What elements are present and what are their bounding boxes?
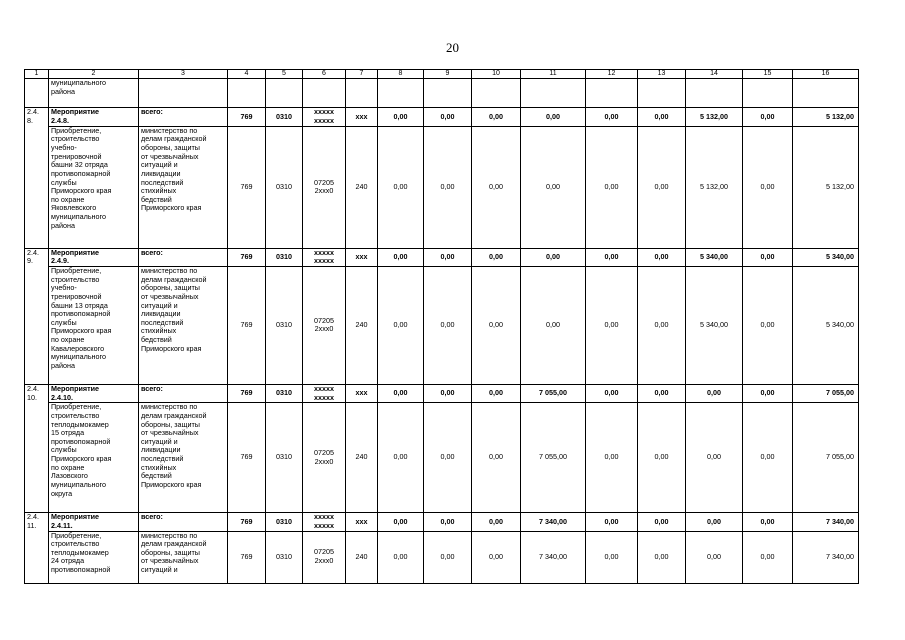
header-cell: 12 [586,70,638,79]
amount-cell: 0,00 [472,108,521,126]
amount-cell: 0,00 [521,266,586,384]
target-article: xxxxx xxxxx [303,248,346,266]
measure-description: Приобретение, строительство учебно- тренировочной башни 13 отряда противопожарной службы Приморского края по охране Кавалеровского муниципального района [49,266,139,384]
header-cell: 2 [49,70,139,79]
measure-number: 2.4. 8. [25,108,49,248]
grbs-code: 769 [228,248,266,266]
amount-cell: 0,00 [586,531,638,583]
measure-number: 2.4. 11. [25,513,49,583]
measure-number: 2.4. 9. [25,248,49,384]
amount-cell: 0,00 [424,384,472,402]
amount-cell: 0,00 [638,513,686,531]
amount-cell: 0,00 [521,108,586,126]
total-label: всего: [139,384,228,402]
target-article: xxxxx xxxxx [303,513,346,531]
amount-cell: 0,00 [378,248,424,266]
section-code: 0310 [266,403,303,513]
measure-description: Приобретение, строительство учебно- тренировочной башни 32 отряда противопожарной службы Приморского края по охране Яковлевского муниципального района [49,126,139,248]
amount-cell: 0,00 [686,384,743,402]
amount-cell: 0,00 [424,403,472,513]
target-article: 07205 2xxx0 [303,266,346,384]
amount-cell: 0,00 [586,108,638,126]
amount-cell: 0,00 [743,513,793,531]
amount-cell: 0,00 [638,531,686,583]
target-article: 07205 2xxx0 [303,531,346,583]
section-code: 0310 [266,384,303,402]
amount-cell: 0,00 [638,108,686,126]
amount-cell: 0,00 [472,403,521,513]
amount-cell: 0,00 [743,403,793,513]
amount-cell: 0,00 [638,266,686,384]
header-cell: 8 [378,70,424,79]
total-label: всего: [139,248,228,266]
amount-cell: 0,00 [424,248,472,266]
measure-description: Приобретение, строительство теплодымокамер 15 отряда противопожарной службы Приморского края по охране Лазовского муниципального округа [49,403,139,513]
amount-cell: 0,00 [378,531,424,583]
amount-cell: 0,00 [638,384,686,402]
amount-cell: 0,00 [378,403,424,513]
budget-table [24,69,859,584]
header-cell: 1 [25,70,49,79]
amount-cell: 0,00 [472,266,521,384]
grbs-code: 769 [228,126,266,248]
amount-cell: 5 132,00 [686,126,743,248]
amount-cell: 7 055,00 [793,384,859,402]
amount-cell: 0,00 [586,513,638,531]
expense-type: 240 [346,403,378,513]
target-article: xxxxx xxxxx [303,108,346,126]
continuation-text: муниципального района [49,79,139,108]
section-code: 0310 [266,513,303,531]
measure-detail-row [25,531,859,583]
amount-cell: 0,00 [743,126,793,248]
amount-cell: 5 340,00 [686,248,743,266]
amount-cell: 0,00 [424,531,472,583]
amount-cell: 0,00 [521,126,586,248]
amount-cell: 0,00 [521,248,586,266]
expense-type: 240 [346,531,378,583]
amount-cell: 0,00 [472,513,521,531]
amount-cell: 0,00 [378,266,424,384]
amount-cell: 0,00 [743,248,793,266]
header-cell: 3 [139,70,228,79]
header-cell: 7 [346,70,378,79]
expense-type: xxx [346,384,378,402]
amount-cell: 0,00 [378,108,424,126]
amount-cell: 5 340,00 [793,248,859,266]
measure-total-row [25,513,859,531]
amount-cell: 0,00 [586,126,638,248]
amount-cell: 5 340,00 [793,266,859,384]
measure-detail-row [25,403,859,513]
responsible-ministry: министерство по делам гражданской обороны, защиты от чрезвычайных ситуаций и [139,531,228,583]
section-code: 0310 [266,248,303,266]
amount-cell: 0,00 [424,108,472,126]
amount-cell: 5 132,00 [793,108,859,126]
section-code: 0310 [266,531,303,583]
amount-cell: 7 340,00 [793,531,859,583]
amount-cell: 0,00 [686,513,743,531]
amount-cell: 0,00 [472,248,521,266]
expense-type: xxx [346,248,378,266]
amount-cell: 0,00 [424,513,472,531]
amount-cell: 7 340,00 [793,513,859,531]
amount-cell: 0,00 [638,126,686,248]
amount-cell: 7 055,00 [521,403,586,513]
measure-total-row [25,384,859,402]
total-label: всего: [139,108,228,126]
measure-title: Мероприятие 2.4.9. [49,248,139,266]
amount-cell: 0,00 [638,403,686,513]
amount-cell: 0,00 [472,531,521,583]
amount-cell: 5 340,00 [686,266,743,384]
target-article: 07205 2xxx0 [303,403,346,513]
amount-cell: 0,00 [743,108,793,126]
amount-cell: 0,00 [743,531,793,583]
amount-cell: 0,00 [424,126,472,248]
grbs-code: 769 [228,531,266,583]
section-code: 0310 [266,126,303,248]
amount-cell: 0,00 [378,126,424,248]
grbs-code: 769 [228,513,266,531]
grbs-code: 769 [228,403,266,513]
amount-cell: 5 132,00 [686,108,743,126]
section-code: 0310 [266,266,303,384]
amount-cell: 7 340,00 [521,531,586,583]
amount-cell: 0,00 [586,403,638,513]
target-article: xxxxx xxxxx [303,384,346,402]
amount-cell: 7 055,00 [521,384,586,402]
amount-cell: 0,00 [378,384,424,402]
header-cell: 4 [228,70,266,79]
continuation-row [25,79,859,108]
measure-detail-row [25,126,859,248]
responsible-ministry: министерство по делам гражданской обороны, защиты от чрезвычайных ситуаций и ликвидации последствий стихийных бедствий Приморского края [139,403,228,513]
expense-type: 240 [346,126,378,248]
amount-cell: 0,00 [586,266,638,384]
section-code: 0310 [266,108,303,126]
amount-cell: 5 132,00 [793,126,859,248]
header-cell: 13 [638,70,686,79]
responsible-ministry: министерство по делам гражданской обороны, защиты от чрезвычайных ситуаций и ликвидации последствий стихийных бедствий Приморского края [139,126,228,248]
amount-cell: 0,00 [743,266,793,384]
total-label: всего: [139,513,228,531]
measure-total-row [25,108,859,126]
amount-cell: 0,00 [686,531,743,583]
amount-cell: 0,00 [424,266,472,384]
table-body [25,70,859,584]
amount-cell: 0,00 [686,403,743,513]
header-row [25,70,859,79]
amount-cell: 0,00 [586,384,638,402]
header-cell: 6 [303,70,346,79]
amount-cell: 0,00 [378,513,424,531]
header-cell: 5 [266,70,303,79]
measure-title: Мероприятие 2.4.8. [49,108,139,126]
responsible-ministry: министерство по делам гражданской обороны, защиты от чрезвычайных ситуаций и ликвидации последствий стихийных бедствий Приморского края [139,266,228,384]
header-cell: 9 [424,70,472,79]
header-cell: 15 [743,70,793,79]
amount-cell: 7 055,00 [793,403,859,513]
amount-cell: 0,00 [743,384,793,402]
measure-number: 2.4. 10. [25,384,49,512]
measure-description: Приобретение, строительство теплодымокамер 24 отряда противопожарной [49,531,139,583]
expense-type: xxx [346,513,378,531]
header-cell: 16 [793,70,859,79]
measure-title: Мероприятие 2.4.10. [49,384,139,402]
expense-type: xxx [346,108,378,126]
header-cell: 14 [686,70,743,79]
measure-total-row [25,248,859,266]
target-article: 07205 2xxx0 [303,126,346,248]
amount-cell: 7 340,00 [521,513,586,531]
grbs-code: 769 [228,384,266,402]
measure-title: Мероприятие 2.4.11. [49,513,139,531]
page-number: 20 [446,40,459,55]
measure-detail-row [25,266,859,384]
amount-cell: 0,00 [472,126,521,248]
cell-num [25,79,49,108]
header-cell: 10 [472,70,521,79]
amount-cell: 0,00 [638,248,686,266]
amount-cell: 0,00 [472,384,521,402]
expense-type: 240 [346,266,378,384]
header-cell: 11 [521,70,586,79]
amount-cell: 0,00 [586,248,638,266]
grbs-code: 769 [228,108,266,126]
grbs-code: 769 [228,266,266,384]
